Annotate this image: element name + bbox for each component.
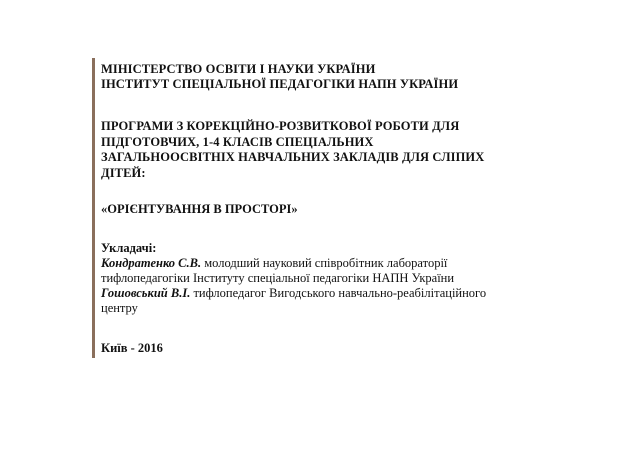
author-description-cont: тифлопедагогіки Інституту спеціальної педагогіки НАПН України (101, 271, 455, 285)
program-subtitle: «ОРІЄНТУВАННЯ В ПРОСТОРІ» (101, 202, 298, 216)
title-line-2: ПІДГОТОВЧИХ, 1-4 КЛАСІВ СПЕЦІАЛЬНИХ (101, 134, 374, 149)
author-entry (101, 286, 531, 316)
author-description: тифлопедагог Вигодського навчально-реабілітаційного (190, 286, 487, 300)
author-description-cont: центру (101, 301, 138, 315)
author-name: Кондратенко С.В. (101, 256, 202, 270)
title-line-1: ПРОГРАМИ З КОРЕКЦІЙНО-РОЗВИТКОВОЇ РОБОТИ ДЛЯ (101, 119, 460, 133)
title-line-3: ЗАГАЛЬНООСВІТНІХ НАВЧАЛЬНИХ ЗАКЛАДІВ ДЛЯ СЛІПИХ (101, 150, 485, 164)
author-entry (101, 256, 531, 286)
compilers-label: Укладачі: (101, 241, 157, 255)
author-name: Гошовський В.І. (101, 286, 191, 300)
title-page (101, 62, 531, 356)
author-description: молодший науковий співробітник лабораторії (201, 256, 448, 270)
ministry-name: МІНІСТЕРСТВО ОСВІТИ І НАУКИ УКРАЇНИ (101, 62, 376, 76)
left-accent-rule (92, 58, 95, 358)
city-year: Київ - 2016 (101, 341, 163, 355)
compilers-block (101, 241, 531, 316)
institute-name: ІНСТИТУТ СПЕЦІАЛЬНОЇ ПЕДАГОГІКИ НАПН УКРАЇНИ (101, 77, 459, 91)
header-block (101, 62, 531, 92)
program-title (101, 119, 531, 181)
title-line-4: ДІТЕЙ: (101, 165, 146, 180)
